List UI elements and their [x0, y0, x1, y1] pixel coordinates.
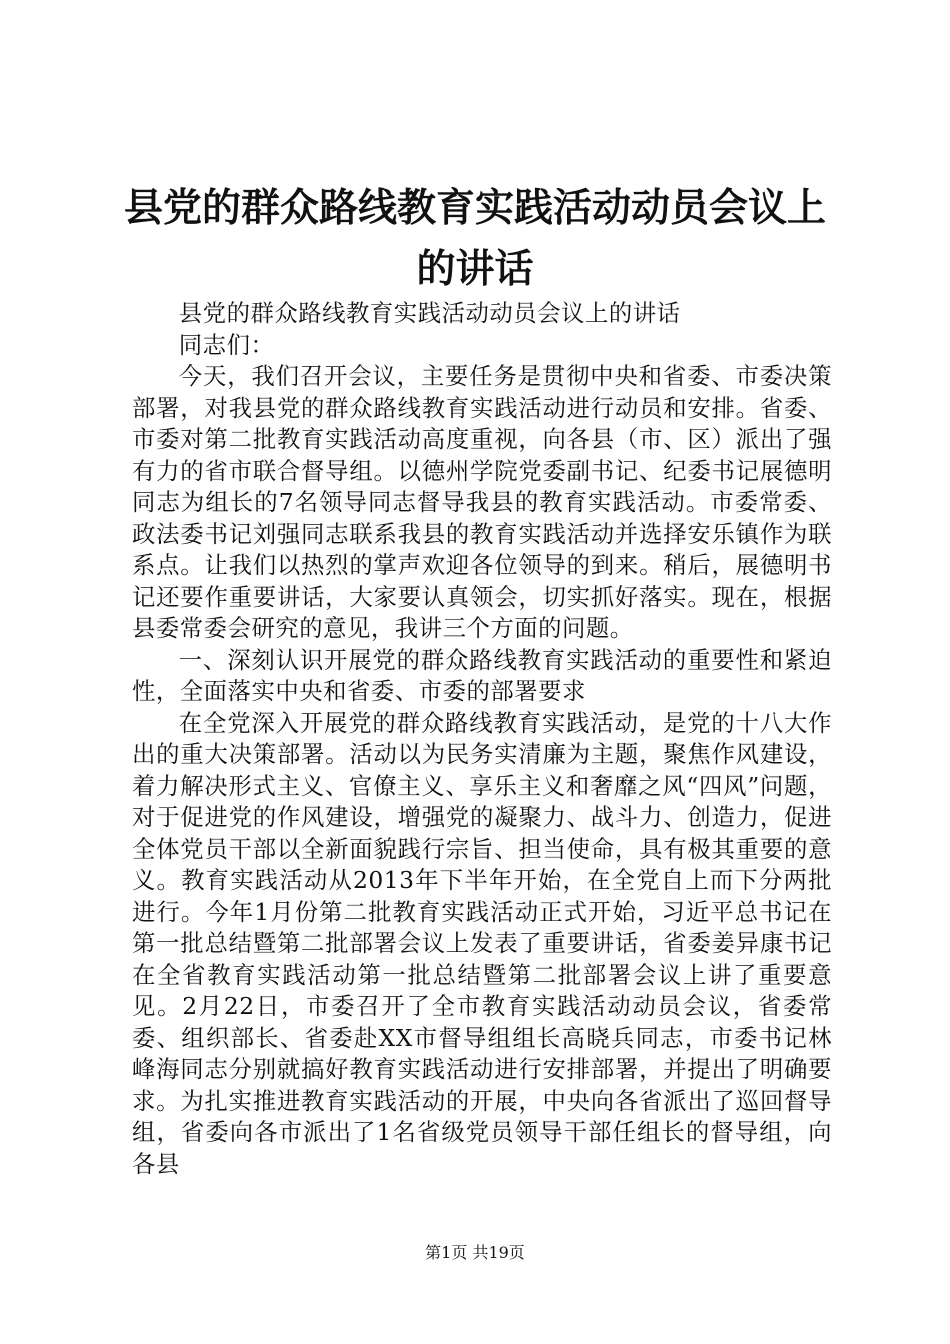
- document-title: 县党的群众路线教育实践活动动员会议上的讲话: [123, 185, 826, 292]
- document-body: [132, 298, 832, 1180]
- salutation: 同志们：: [178, 330, 275, 359]
- subtitle-line: 县党的群众路线教育实践活动动员会议上的讲话: [178, 299, 681, 327]
- paragraph-2: 在全党深入开展党的群众路线教育实践活动，是党的十八大作出的重大决策部署。活动以为民务实清廉为主题，聚焦作风建设，着力解决形式主义、官僚主义、享乐主义和奢靡之风“四风”问题，对于促进党的作风建设，增强党的凝聚力、战斗力、创造力，促进全体党员干部以全新面貌践行宗旨、担当使命，具有极其重要的意义。教育实践活动从2013年下半年开始，在全党自上而下分两批进行。今年1月份第二批教育实践活动正式开始，习近平总书记在第一批总结暨第二批部署会议上发表了重要讲话，省委姜异康书记在全省教育实践活动第一批总结暨第二批部署会议上讲了重要意见。2月22日，市委召开了全市教育实践活动动员会议，省委常委、组织部长、省委赴XX市督导组组长高晓兵同志，市委书记林峰海同志分别就搞好教育实践活动进行安排部署，并提出了明确要求。为扎实推进教育实践活动的开展，中央向各省派出了巡回督导组，省委向各市派出了1名省级党员领导干部任组长的督导组，向各县: [132, 708, 832, 1178]
- paragraph-1: 今天，我们召开会议，主要任务是贯彻中央和省委、市委决策部署，对我县党的群众路线教育实践活动进行动员和安排。省委、市委对第二批教育实践活动高度重视，向各县（市、区）派出了强有力的省市联合督导组。以德州学院党委副书记、纪委书记展德明同志为组长的7名领导同志督导我县的教育实践活动。市委常委、政法委书记刘强同志联系我县的教育实践活动并选择安乐镇作为联系点。让我们以热烈的掌声欢迎各位领导的到来。稍后，展德明书记还要作重要讲话，大家要认真领会，切实抓好落实。现在，根据县委常委会研究的意见，我讲三个方面的问题。: [132, 362, 832, 642]
- section-heading-1: 一、深刻认识开展党的群众路线教育实践活动的重要性和紧迫性，全面落实中央和省委、市委的部署要求: [132, 645, 832, 705]
- page-footer: 第1页 共19页: [425, 1243, 525, 1262]
